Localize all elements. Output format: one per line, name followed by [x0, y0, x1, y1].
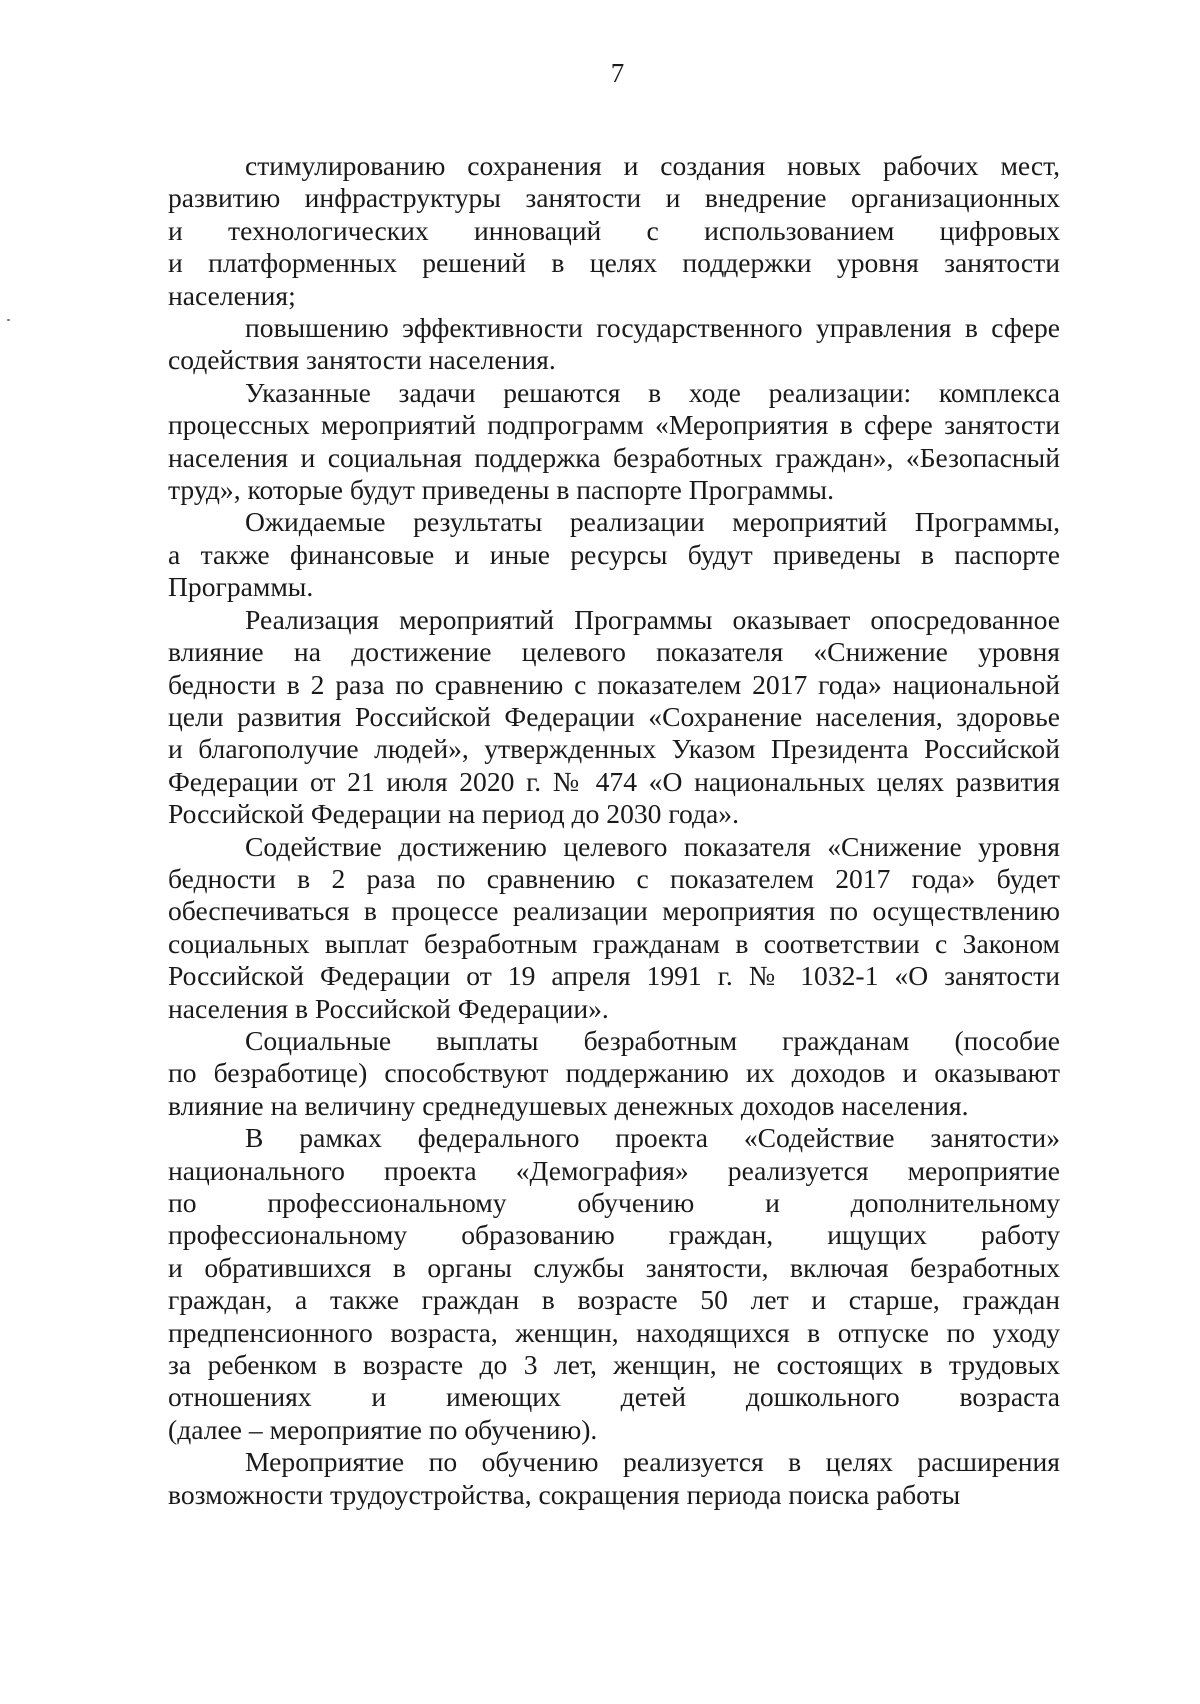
text-line: процессных мероприятий подпрограмм «Мероприятия в сфере занятости	[168, 409, 1060, 441]
paragraph	[168, 312, 1060, 377]
document-body	[168, 150, 1060, 1511]
text-line: обеспечиваться в процессе реализации мероприятия по осуществлению	[168, 895, 1060, 927]
text-line: по безработице) способствуют поддержанию их доходов и оказывают	[168, 1057, 1060, 1089]
text-line: социальных выплат безработным гражданам в соответствии с Законом	[168, 927, 1060, 959]
paragraph	[168, 1446, 1060, 1511]
text-line: и технологических инноваций с использованием цифровых	[168, 214, 1060, 246]
text-line: Российской Федерации от 19 апреля 1991 г. № 1032-1 «О занятости	[168, 960, 1060, 992]
text-line: профессиональному образованию граждан, ищущих работу	[168, 1219, 1060, 1251]
text-line: Ожидаемые результаты реализации мероприятий Программы,	[245, 506, 1060, 538]
text-line: В рамках федерального проекта «Содействие занятости»	[245, 1122, 1060, 1154]
text-line: населения и социальная поддержка безработных граждан», «Безопасный	[168, 441, 1060, 473]
text-line: и платформенных решений в целях поддержки уровня занятости	[168, 247, 1060, 279]
text-line: содействия занятости населения.	[168, 344, 556, 376]
paragraph	[168, 377, 1060, 507]
scan-speck	[7, 319, 10, 321]
paragraph	[168, 831, 1060, 1025]
text-line: и обратившихся в органы службы занятости, включая безработных	[168, 1251, 1060, 1283]
text-line: Указанные задачи решаются в ходе реализации: комплекса	[245, 376, 1060, 408]
page-number: 7	[610, 58, 625, 88]
text-line: бедности в 2 раза по сравнению с показателем 2017 года» будет	[168, 862, 1060, 894]
paragraph	[168, 1122, 1060, 1446]
text-line: национального проекта «Демография» реализуется мероприятие	[168, 1154, 1060, 1186]
text-line: Содействие достижению целевого показателя «Снижение уровня	[245, 830, 1060, 862]
text-line: предпенсионного возраста, женщин, находящихся в отпуске по уходу	[168, 1316, 1060, 1348]
text-line: Мероприятие по обучению реализуется в целях расширения	[245, 1446, 1060, 1478]
text-line: возможности трудоустройства, сокращения периода поиска работы	[168, 1478, 961, 1510]
text-line: Программы.	[168, 571, 314, 603]
text-line: Федерации от 21 июля 2020 г. № 474 «О национальных целях развития	[168, 765, 1060, 797]
paragraph	[168, 604, 1060, 831]
text-line: населения в Российской Федерации».	[168, 992, 609, 1024]
text-line: (далее – мероприятие по обучению).	[168, 1413, 598, 1445]
paragraph	[168, 1025, 1060, 1122]
text-line: повышению эффективности государственного управления в сфере	[245, 312, 1060, 344]
text-line: развитию инфраструктуры занятости и внедрение организационных	[168, 182, 1060, 214]
text-line: за ребенком в возрасте до 3 лет, женщин, не состоящих в трудовых	[168, 1349, 1060, 1381]
text-line: влияние на достижение целевого показателя «Снижение уровня	[168, 636, 1060, 668]
text-line: а также финансовые и иные ресурсы будут приведены в паспорте	[168, 538, 1060, 570]
text-line: граждан, а также граждан в возрасте 50 лет и старше, граждан	[168, 1284, 1060, 1316]
paragraph	[168, 150, 1060, 312]
text-line: Социальные выплаты безработным гражданам (пособие	[245, 1024, 1060, 1056]
text-line: и благополучие людей», утвержденных Указом Президента Российской	[168, 733, 1060, 765]
paragraph	[168, 506, 1060, 603]
text-line: Российской Федерации на период до 2030 года».	[168, 798, 739, 830]
text-line: отношениях и имеющих детей дошкольного возраста	[168, 1381, 1060, 1413]
text-line: по профессиональному обучению и дополнительному	[168, 1187, 1060, 1218]
text-line: цели развития Российской Федерации «Сохранение населения, здоровье	[168, 700, 1060, 732]
text-line: влияние на величину среднедушевых денежных доходов населения.	[168, 1089, 969, 1121]
text-line: населения;	[168, 279, 296, 311]
text-line: бедности в 2 раза по сравнению с показателем 2017 года» национальной	[168, 668, 1060, 700]
text-line: стимулированию сохранения и создания новых рабочих мест,	[245, 150, 1060, 181]
text-line: труд», которые будут приведены в паспорте Программы.	[168, 474, 834, 506]
text-line: Реализация мероприятий Программы оказывает опосредованное	[245, 603, 1060, 635]
